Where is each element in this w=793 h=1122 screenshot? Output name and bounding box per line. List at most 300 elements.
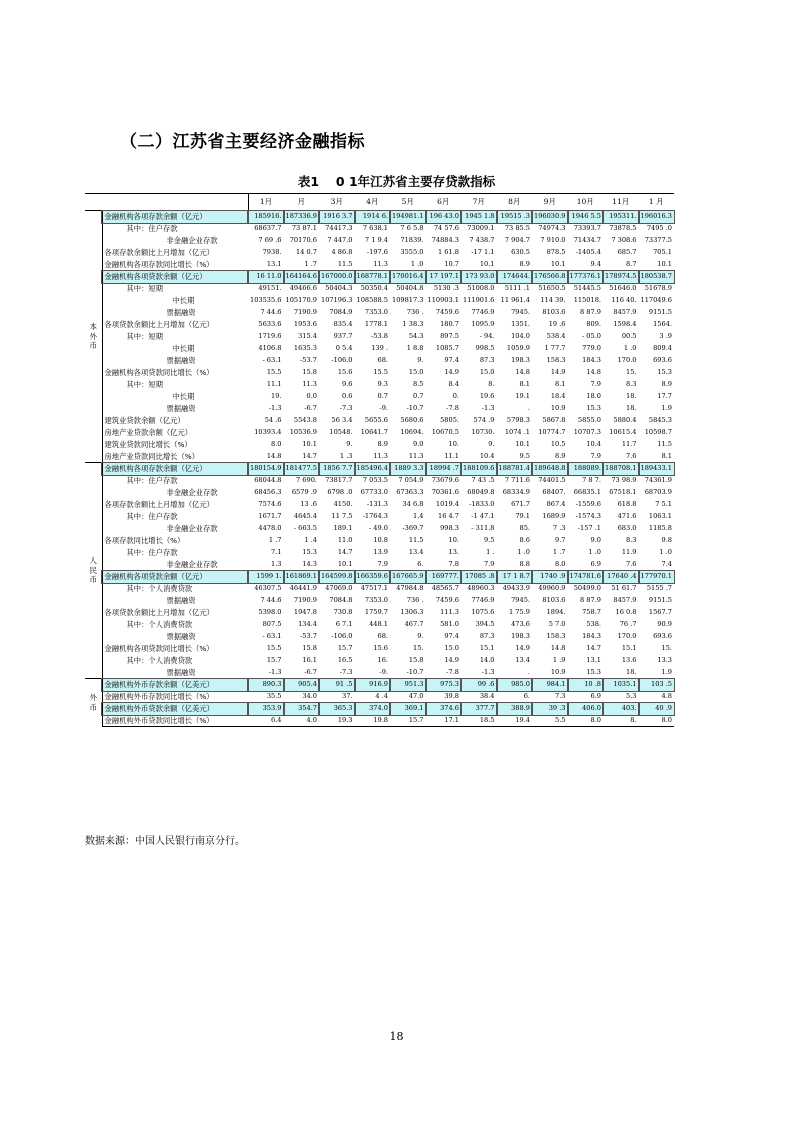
table-cell: - 63.1 [262, 632, 282, 641]
table-cell: 39 .3 [532, 703, 568, 715]
table-cell: 6579 .9 [291, 488, 317, 497]
table-cell: 1 .4 [304, 536, 317, 545]
table-cell: 8.0 [568, 715, 604, 727]
table-cell: 8.7 [626, 260, 637, 269]
table-cell: 15.0 [444, 644, 459, 653]
table-cell: - 49.0 [368, 524, 388, 533]
table-cell: 4106.8 [258, 344, 282, 353]
table-cell: 937.7 [333, 332, 353, 341]
table-cell: 73 98.9 [611, 476, 637, 485]
table-cell: 1 .7 [552, 548, 566, 557]
table-cell: 15.5 [266, 644, 282, 653]
table-cell: 10730. [471, 428, 495, 437]
month-header-row [85, 194, 674, 211]
table-cell: 196016.3 [639, 211, 675, 223]
table-cell: 8.9 [377, 440, 388, 449]
table-cell: 7459.6 [435, 596, 459, 605]
row-label: 金融机构各项贷款余额（亿元） [102, 571, 248, 583]
table-cell: 1085.7 [435, 344, 459, 353]
month-header: 9月 [532, 194, 568, 211]
table-cell: 13.6 [621, 656, 637, 665]
row-label: 各项存款余额比上月增加（亿元） [104, 499, 214, 509]
table-cell: - 63.1 [262, 356, 282, 365]
table-cell: 108588.5 [356, 296, 388, 305]
table-cell: 170.0 [617, 356, 637, 365]
table-cell: 10536.9 [289, 428, 317, 437]
table-cell: 7 910.0 [540, 236, 566, 245]
table-cell: 9151.5 [648, 596, 672, 605]
table-cell: 7 44.6 [260, 308, 282, 317]
table-cell: 14.8 [586, 368, 601, 377]
table-cell: 47.0 [408, 692, 424, 701]
table-row [85, 451, 674, 463]
table-cell: 188708.1 [603, 463, 639, 475]
table-cell: 4 86.8 [331, 248, 353, 257]
table-cell: -7.3 [339, 667, 353, 676]
table-cell: 9.5 [519, 451, 530, 460]
table-cell: 115018. [573, 296, 601, 305]
table-cell: -6.7 [304, 667, 317, 676]
table-cell: 18994 .7 [426, 463, 462, 475]
table-cell: 17.7 [657, 392, 672, 401]
table-cell: 48960.3 [467, 584, 495, 593]
table-cell: 406.0 [568, 703, 604, 715]
table-cell: 13.4 [515, 656, 530, 665]
table-cell: 47984.8 [396, 584, 424, 593]
table-cell: 4645.4 [293, 512, 317, 521]
table-cell: 13. [448, 548, 459, 557]
table-cell: 9. [488, 440, 495, 449]
table-cell: 7190.9 [293, 308, 317, 317]
table-cell: 984.1 [532, 679, 568, 691]
table-row [85, 355, 674, 367]
table-cell: 111.3 [440, 608, 459, 617]
month-header: 10月 [568, 194, 604, 211]
table-row [85, 247, 674, 259]
table-cell: 51678.9 [644, 284, 672, 293]
table-cell: 9.0 [413, 440, 424, 449]
table-cell: 6798 .0 [327, 488, 353, 497]
table-cell: 19. [271, 392, 282, 401]
table-cell: 1059.9 [506, 344, 530, 353]
table-cell: 1759.7 [364, 608, 388, 617]
table-cell: 15. [413, 644, 424, 653]
row-label: 其中：短期 [126, 283, 163, 293]
table-cell: 1889 3.3 [390, 463, 426, 475]
table-cell: - 05.0 [581, 332, 601, 341]
table-cell: 10707.3 [573, 428, 601, 437]
table-cell: 1689.9 [542, 512, 566, 521]
table-cell: -17 1.1 [471, 248, 495, 257]
table-cell: 16 11.0 [248, 271, 284, 283]
table-cell: 67363.3 [396, 488, 424, 497]
table-cell: 8. [488, 380, 495, 389]
table-cell: 13.9 [373, 548, 388, 557]
table-cell: 51646.0 [609, 284, 637, 293]
table-cell: 4478.0 [258, 524, 282, 533]
table-cell: 74401.5 [538, 476, 566, 485]
row-label: 金融机构各项贷款同比增长（%） [104, 367, 214, 377]
table-cell: 6.4 [248, 715, 284, 727]
table-cell: 13.4 [408, 548, 424, 557]
row-label: 金融机构外币贷款余额（亿美元） [102, 703, 248, 715]
table-cell: 7938. [262, 248, 282, 257]
table-cell: 13.3 [657, 656, 672, 665]
table-row [85, 607, 674, 619]
table-cell: 70170.6 [289, 236, 317, 245]
row-label: 中长期 [172, 343, 195, 353]
table-cell: 195311. [603, 211, 639, 223]
table-cell: 103535.6 [250, 296, 282, 305]
table-cell: 9. [417, 356, 424, 365]
table-cell: 14.9 [550, 368, 566, 377]
table-cell: 998.3 [440, 524, 459, 533]
table-cell: 15.8 [302, 644, 317, 653]
table-cell: 809.4 [653, 344, 672, 353]
table-row [85, 271, 674, 283]
month-header: 1 月 [639, 194, 675, 211]
table-cell: 196 43.0 [426, 211, 462, 223]
table-row [85, 367, 674, 379]
table-cell: 0.7 [413, 392, 424, 401]
table-cell: 7.9 [590, 380, 601, 389]
table-cell: 56 3.4 [331, 416, 353, 425]
table-cell: 8.4 [448, 380, 459, 389]
table-cell: 16.5 [337, 656, 353, 665]
table-cell: 448.1 [369, 620, 388, 629]
row-label: 其中：住户存款 [126, 511, 178, 521]
table-cell: 158.3 [546, 632, 566, 641]
table-row [85, 703, 674, 715]
table-cell: 4.8 [661, 692, 672, 701]
table-cell: 158.3 [546, 356, 566, 365]
table-cell: 18. [626, 392, 637, 401]
table-cell: 5867.8 [542, 416, 566, 425]
table-cell: 47069.0 [325, 584, 353, 593]
section-title: （二）江苏省主要经济金融指标 [120, 132, 365, 152]
table-row [85, 379, 674, 391]
table-cell: 173 93.0 [461, 271, 497, 283]
section-label-text: 外币 [89, 693, 97, 712]
table-cell: 15.7 [390, 715, 426, 727]
table-cell: 7353.0 [364, 308, 388, 317]
table-cell: 7084.9 [329, 308, 353, 317]
table-cell: 7 44.6 [260, 596, 282, 605]
table-cell: 471.6 [617, 512, 637, 521]
table-cell: -1833.0 [469, 500, 495, 509]
row-label: 金融机构外币贷款同比增长（%） [102, 715, 248, 727]
table-cell: 194981.1 [390, 211, 426, 223]
table-cell: 184.3 [582, 632, 601, 641]
table-cell: 7.3 [555, 692, 566, 701]
table-row [85, 283, 674, 295]
table-cell: 10.8 [373, 536, 388, 545]
table-cell: 97.4 [444, 356, 459, 365]
table-cell: 574 .9 [473, 416, 495, 425]
table-cell: 54.3 [408, 332, 424, 341]
table-cell: 779.0 [582, 344, 601, 353]
table-cell: -1 47.1 [471, 512, 495, 521]
table-cell: 71434.7 [573, 236, 601, 245]
table-cell: 7 308.6 [611, 236, 637, 245]
table-cell: 1063.1 [648, 512, 672, 521]
table-cell: 11.5 [657, 440, 672, 449]
table-cell: 111901.6 [463, 296, 495, 305]
table-cell: 105170.9 [285, 296, 317, 305]
table-row [85, 439, 674, 451]
table-row [85, 307, 674, 319]
table-row [85, 679, 674, 691]
table-cell: 8 87.9 [580, 596, 601, 605]
table-cell: 7.9 [590, 451, 601, 460]
table-cell: 10.5 [550, 440, 566, 449]
table-cell: 17640 .4 [603, 571, 639, 583]
table-cell: . [527, 404, 530, 413]
table-cell: -1.3 [268, 667, 282, 676]
table-cell: 630.5 [511, 248, 530, 257]
table-cell: 14.9 [444, 656, 459, 665]
table-cell: 7 .3 [552, 524, 566, 533]
row-label: 中长期 [172, 391, 195, 401]
table-cell: 5880.4 [613, 416, 637, 425]
row-label: 金融机构各项贷款余额（亿元） [102, 271, 248, 283]
table-cell: 9151.5 [648, 308, 672, 317]
row-label: 金融机构外币存款余额（亿美元） [102, 679, 248, 691]
table-cell: 1946 5.5 [568, 211, 604, 223]
table-cell: 8.9 [555, 451, 566, 460]
table-cell: 73 87.1 [291, 224, 317, 233]
table-cell: 1 .7 [304, 260, 317, 269]
table-cell: 1947.8 [293, 608, 317, 617]
table-cell: 365.3 [319, 703, 355, 715]
table-row [85, 319, 674, 331]
table-row [85, 691, 674, 703]
row-label: 房地产业贷款余额（亿元） [104, 427, 193, 437]
table-cell: 10. [448, 440, 459, 449]
table-cell: -9. [379, 404, 388, 413]
table-cell: 7190.9 [293, 596, 317, 605]
table-cell: 13.1 [266, 260, 282, 269]
table-cell: 49960.9 [538, 584, 566, 593]
table-cell: 1598.4 [613, 320, 637, 329]
table-cell: 109817.3 [392, 296, 424, 305]
table-cell: 394.5 [475, 620, 495, 629]
month-header: 1月 [248, 194, 284, 211]
table-cell: 7 438.7 [469, 236, 495, 245]
table-cell: 1916 3.7 [319, 211, 355, 223]
table-cell: 180538.7 [639, 271, 675, 283]
table-cell: 6.9 [590, 692, 601, 701]
table-cell: 46307.5 [254, 584, 282, 593]
table-cell: 19.3 [319, 715, 355, 727]
row-label: 其中：短期 [126, 331, 163, 341]
table-row [85, 475, 674, 487]
month-header: 7月 [461, 194, 497, 211]
table-cell: 49466.6 [289, 284, 317, 293]
table-cell: 10.1 [302, 440, 317, 449]
table-cell: 10.9 [550, 404, 566, 413]
table-cell: 8.9 [661, 380, 672, 389]
table-cell: 6.9 [590, 560, 601, 569]
table-row [85, 571, 674, 583]
row-label: 各项贷款余额比上月增加（亿元） [104, 319, 214, 329]
table-cell: 835.4 [333, 320, 353, 329]
table-cell: 1 .0 [623, 344, 637, 353]
table-cell: 16 0.8 [615, 608, 637, 617]
table-cell: 74 57.6 [433, 224, 459, 233]
table-cell: -10.7 [406, 404, 424, 413]
table-cell: 736 . [406, 308, 424, 317]
table-cell: 6. [417, 560, 424, 569]
table-cell: 198.3 [511, 356, 530, 365]
table-cell: - 311.8 [471, 524, 495, 533]
table-cell: 15.6 [373, 644, 388, 653]
row-label: 其中：住户存款 [126, 223, 178, 233]
table-cell: 134.4 [298, 620, 317, 629]
table-cell: -7.8 [446, 404, 459, 413]
table-cell: 189433.1 [639, 463, 675, 475]
table-cell: 18.0 [586, 392, 601, 401]
table-cell: 67733.0 [360, 488, 388, 497]
table-cell: 7.9 [377, 560, 388, 569]
table-cell: 116 40. [611, 296, 637, 305]
table-cell: 1 77.7 [544, 344, 566, 353]
table-row [85, 259, 674, 271]
table-cell: 693.6 [653, 356, 672, 365]
table-cell: 7495 .0 [646, 224, 672, 233]
table-cell: 40 .9 [639, 703, 675, 715]
table-cell: 184.3 [582, 356, 601, 365]
table-row [85, 655, 674, 667]
table-cell: 685.7 [617, 248, 637, 257]
table-cell: 34 6.8 [402, 500, 424, 509]
table-cell: 8.0 [555, 560, 566, 569]
table-cell: 8.1 [519, 380, 530, 389]
table-cell: 809. [586, 320, 601, 329]
table-cell: 1564. [653, 320, 672, 329]
table-cell: 7746.9 [471, 308, 495, 317]
table-cell: 170016.4 [390, 271, 426, 283]
table-cell: 177970.1 [639, 571, 675, 583]
table-cell: 181477.5 [284, 463, 320, 475]
table-cell: 8103.6 [542, 308, 566, 317]
row-label: 建筑业贷款同比增长（%） [104, 439, 192, 449]
table-cell: 10.9 [550, 667, 566, 676]
table-cell: 34.0 [302, 692, 317, 701]
table-cell: 6. [523, 692, 530, 701]
table-cell: 8.8 [519, 560, 530, 569]
table-cell: 187336.9 [284, 211, 320, 223]
month-header: 6月 [426, 194, 462, 211]
source-note: 数据来源：中国人民银行南京分行。 [85, 836, 245, 847]
table-cell: 671.7 [511, 500, 530, 509]
table-cell: 68. [377, 356, 388, 365]
section-label [85, 211, 102, 463]
table-cell: 1.9 [661, 404, 672, 413]
table-cell: 68703.9 [644, 488, 672, 497]
table-cell: 1.4 [413, 512, 424, 521]
table-cell: 11.3 [302, 380, 317, 389]
row-label: 其中：住户存款 [126, 475, 178, 485]
table-cell: 50404.3 [325, 284, 353, 293]
table-cell: 1 .0 [588, 548, 601, 557]
table-cell: 174781.6 [568, 571, 604, 583]
table-cell: 374.6 [426, 703, 462, 715]
table-cell: 15.6 [337, 368, 353, 377]
table-cell: 975.3 [426, 679, 462, 691]
table-cell: 10774.7 [538, 428, 566, 437]
table-cell: 11 961.4 [500, 296, 530, 305]
table-row [85, 343, 674, 355]
table-cell: 1075.6 [471, 608, 495, 617]
section-label [85, 463, 102, 679]
table-cell: 198.3 [511, 632, 530, 641]
table-cell: 1945 1.8 [461, 211, 497, 223]
table-cell: 467.7 [404, 620, 424, 629]
table-cell: -7.8 [446, 667, 459, 676]
table-cell: 70361.6 [431, 488, 459, 497]
table-cell: 17 1 8.7 [497, 571, 533, 583]
month-header: 月 [284, 194, 320, 211]
table-cell: 5805. [440, 416, 459, 425]
table-row [85, 391, 674, 403]
table-cell: 68456.3 [254, 488, 282, 497]
table-cell: 11.9 [621, 548, 637, 557]
table-row [85, 715, 674, 727]
row-label: 中长期 [172, 295, 195, 305]
table-cell: 164599.8 [319, 571, 355, 583]
row-label: 其中：短期 [126, 379, 163, 389]
table-cell: 10.4 [479, 451, 495, 460]
table-cell: 50499.0 [573, 584, 601, 593]
table-cell: 185916. [248, 211, 284, 223]
table-row [85, 523, 674, 535]
table-cell: 14.3 [302, 560, 317, 569]
table-cell: 74361.9 [644, 476, 672, 485]
table-cell: 1095.9 [471, 320, 495, 329]
table-cell: 139 . [371, 344, 388, 353]
table-row [85, 619, 674, 631]
table-cell: 1 .0 [410, 260, 424, 269]
table-cell: 71839. [400, 236, 424, 245]
table-cell: 1953.6 [293, 320, 317, 329]
table-row [85, 427, 674, 439]
table-row [85, 211, 674, 223]
table-cell: 10.1 [657, 260, 672, 269]
table-row [85, 415, 674, 427]
table-row [85, 463, 674, 475]
table-cell: 538. [586, 620, 601, 629]
table-cell: 10670.5 [431, 428, 459, 437]
table-cell: 8.3 [626, 536, 637, 545]
table-cell: 9.8 [661, 536, 672, 545]
table-cell: 7353.0 [364, 596, 388, 605]
table-cell: 50404.8 [396, 284, 424, 293]
table-cell: 117049.6 [640, 296, 672, 305]
table-cell: 46441.9 [289, 584, 317, 593]
table-cell: 730.8 [333, 608, 353, 617]
table-cell: -9. [379, 667, 388, 676]
table-cell: 1894. [546, 608, 566, 617]
table-cell: 1 .0 [659, 548, 672, 557]
table-cell: 7 447.0 [327, 236, 353, 245]
table-cell: 5398.0 [258, 608, 282, 617]
table-cell: 7746.9 [471, 596, 495, 605]
table-cell: 4.0 [284, 715, 320, 727]
row-label: 金融机构各项贷款同比增长（%） [104, 643, 214, 653]
row-label: 非金融企业存款 [166, 487, 218, 497]
table-cell: 47517.1 [360, 584, 388, 593]
